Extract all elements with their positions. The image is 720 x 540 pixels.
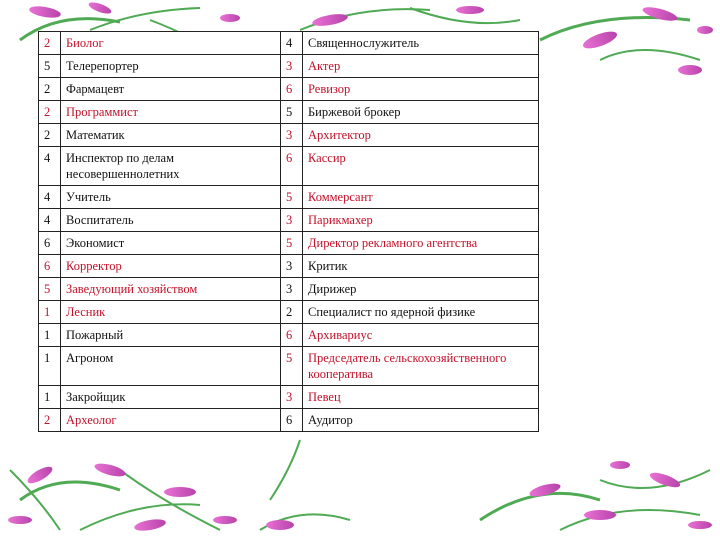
score-left: 4 xyxy=(39,209,61,232)
profession-right: Певец xyxy=(303,386,539,409)
score-left: 5 xyxy=(39,278,61,301)
score-right: 5 xyxy=(281,232,303,255)
profession-left: Телерепортер xyxy=(61,55,281,78)
profession-left: Программист xyxy=(61,101,281,124)
score-left: 1 xyxy=(39,386,61,409)
table-row xyxy=(39,409,539,432)
score-right: 3 xyxy=(281,386,303,409)
score-right: 6 xyxy=(281,324,303,347)
score-left: 4 xyxy=(39,147,61,186)
profession-left: Агроном xyxy=(61,347,281,386)
profession-right: Священнослужитель xyxy=(303,32,539,55)
profession-right: Парикмахер xyxy=(303,209,539,232)
score-left: 2 xyxy=(39,409,61,432)
score-left: 2 xyxy=(39,124,61,147)
table-row xyxy=(39,147,539,186)
score-left: 2 xyxy=(39,101,61,124)
score-right: 3 xyxy=(281,209,303,232)
score-left: 4 xyxy=(39,186,61,209)
profession-right: Председатель сельскохозяйственного кооператива xyxy=(303,347,539,386)
score-left: 2 xyxy=(39,78,61,101)
profession-right: Архивариус xyxy=(303,324,539,347)
table-row xyxy=(39,32,539,55)
score-right: 2 xyxy=(281,301,303,324)
table-row xyxy=(39,232,539,255)
profession-right: Биржевой брокер xyxy=(303,101,539,124)
profession-right: Актер xyxy=(303,55,539,78)
profession-left: Математик xyxy=(61,124,281,147)
score-right: 3 xyxy=(281,55,303,78)
score-right: 6 xyxy=(281,147,303,186)
score-left: 6 xyxy=(39,232,61,255)
score-right: 6 xyxy=(281,409,303,432)
profession-left: Воспитатель xyxy=(61,209,281,232)
profession-right: Кассир xyxy=(303,147,539,186)
profession-left: Заведующий хозяйством xyxy=(61,278,281,301)
score-right: 3 xyxy=(281,124,303,147)
profession-left: Лесник xyxy=(61,301,281,324)
profession-left: Экономист xyxy=(61,232,281,255)
profession-right: Дирижер xyxy=(303,278,539,301)
score-right: 5 xyxy=(281,101,303,124)
profession-left: Корректор xyxy=(61,255,281,278)
profession-right: Ревизор xyxy=(303,78,539,101)
score-right: 3 xyxy=(281,255,303,278)
score-right: 6 xyxy=(281,78,303,101)
table-row xyxy=(39,278,539,301)
table-body xyxy=(39,32,539,432)
score-left: 5 xyxy=(39,55,61,78)
score-right: 5 xyxy=(281,347,303,386)
score-left: 1 xyxy=(39,324,61,347)
profession-right: Архитектор xyxy=(303,124,539,147)
profession-table xyxy=(38,31,539,432)
score-left: 2 xyxy=(39,32,61,55)
profession-left: Пожарный xyxy=(61,324,281,347)
bottom-right-flowers xyxy=(260,440,712,530)
table-row xyxy=(39,347,539,386)
table-row xyxy=(39,186,539,209)
table-row xyxy=(39,324,539,347)
table-row xyxy=(39,55,539,78)
table-row xyxy=(39,255,539,278)
profession-right: Коммерсант xyxy=(303,186,539,209)
table-row xyxy=(39,209,539,232)
score-left: 1 xyxy=(39,301,61,324)
profession-right: Директор рекламного агентства xyxy=(303,232,539,255)
score-left: 1 xyxy=(39,347,61,386)
profession-left: Учитель xyxy=(61,186,281,209)
score-right: 5 xyxy=(281,186,303,209)
profession-left: Инспектор по делам несовершеннолетних xyxy=(61,147,281,186)
bottom-left-flowers xyxy=(8,461,237,533)
profession-left: Фармацевт xyxy=(61,78,281,101)
table-row xyxy=(39,124,539,147)
profession-left: Биолог xyxy=(61,32,281,55)
profession-left: Закройщик xyxy=(61,386,281,409)
table-row xyxy=(39,78,539,101)
profession-right: Аудитор xyxy=(303,409,539,432)
table-row xyxy=(39,101,539,124)
profession-right: Специалист по ядерной физике xyxy=(303,301,539,324)
profession-right: Критик xyxy=(303,255,539,278)
score-left: 6 xyxy=(39,255,61,278)
table-row xyxy=(39,301,539,324)
score-right: 4 xyxy=(281,32,303,55)
score-right: 3 xyxy=(281,278,303,301)
table-row xyxy=(39,386,539,409)
profession-left: Археолог xyxy=(61,409,281,432)
